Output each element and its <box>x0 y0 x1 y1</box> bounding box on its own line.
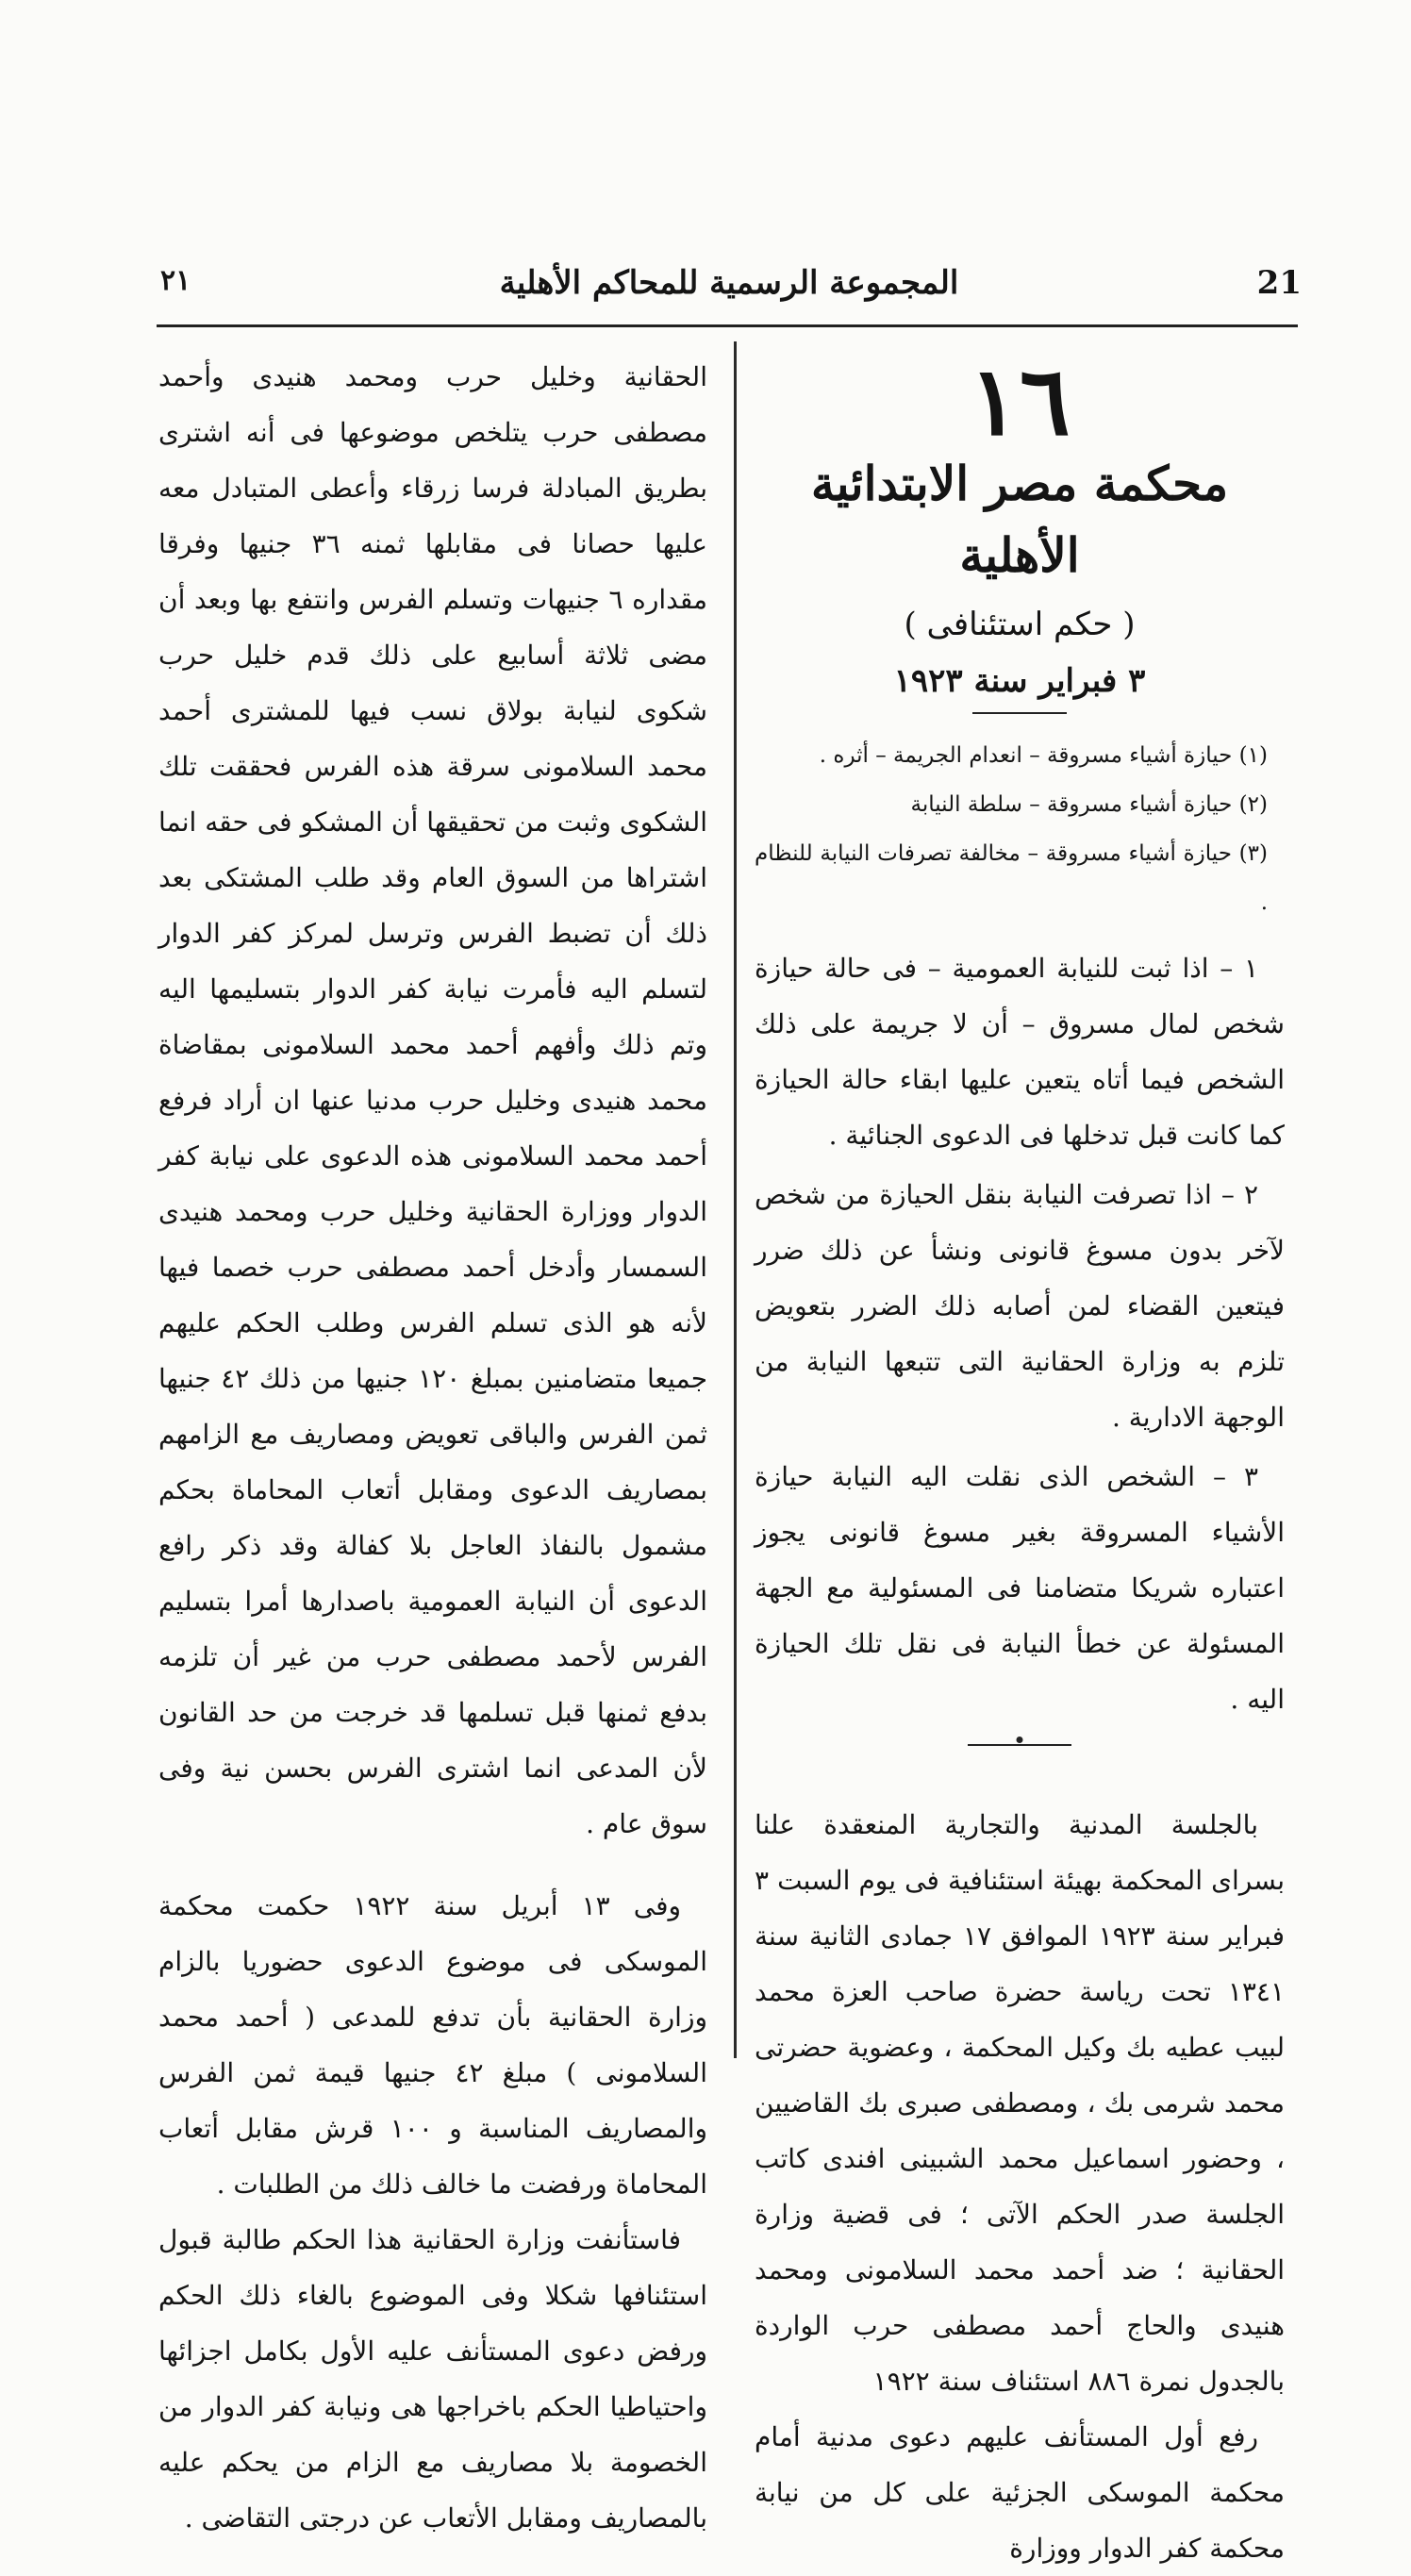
page-number-latin: 21 <box>1256 264 1302 302</box>
principle-2: ٢ – اذا تصرفت النيابة بنقل الحيازة من شخص لآخر بدون مسوغ قانونى ونشأ عن ذلك ضرر فيتعين القضاء لمن أصابه ذلك الضرر بتعويض تلزم به وزارة الحقانية التى تتبعها النيابة من الوجهة الادارية . <box>755 1179 1285 1433</box>
page-header <box>157 264 1302 313</box>
judgment-type: ( حكم استئنافى ) <box>904 606 1136 643</box>
opening-paragraph: رفع أول المستأنف عليهم دعوى مدنية أمام محكمة الموسكى الجزئية على كل من نيابة محكمة كفر الدوار ووزارة <box>755 2421 1285 2564</box>
running-title: المجموعة الرسمية للمحاكم الأهلية <box>499 264 959 302</box>
column-divider <box>734 341 737 2058</box>
summary-item: (٢) حيازة أشياء مسروقة – سلطة النيابة <box>910 792 1268 817</box>
left-column <box>158 349 707 2546</box>
summary-list <box>755 731 1285 927</box>
judgment-date: ٣ فبراير سنة ١٩٢٣ <box>893 662 1146 700</box>
principle-3: ٣ – الشخص الذى نقلت اليه النيابة حيازة الأشياء المسروقة بغير مسوغ قانونى يجوز اعتباره شريكا متضامنا فى المسئولية مع الجهة المسئولة عن خطأ النيابة فى نقل تلك الحيازة اليه . <box>755 1461 1285 1715</box>
summary-item: (٣) حيازة أشياء مسروقة – مخالفة تصرفات النيابة للنظام . <box>755 841 1268 915</box>
first-instance-paragraph: وفى ١٣ أبريل سنة ١٩٢٢ حكمت محكمة الموسكى فى موضوع الدعوى حضوريا بالزام وزارة الحقانية بأن تدفع للمدعى ( أحمد محمد السلامونى ) مبلغ ٤٢ جنيها قيمة ثمن الفرس والمصاريف المناسبة و ١٠٠ قرش مقابل أتعاب المحاماة ورفضت ما خالف ذلك من الطلبات . <box>158 1890 707 2200</box>
right-column <box>755 344 1285 2576</box>
section-separator <box>755 1731 1285 1759</box>
appeal-paragraph: فاستأنفت وزارة الحقانية هذا الحكم طالبة قبول استئنافها شكلا وفى الموضوع بالغاء ذلك الحكم ورفض دعوى المستأنف عليه الأول بكامل اجزائها واحتياطيا الحكم باخراجها هى ونيابة كفر الدوار من الخصومة بلا مصاريف مع الزام من يحكم عليه بالمصاريف ومقابل الأتعاب عن درجتى التقاضى . <box>158 2224 707 2534</box>
principle-1: ١ – اذا ثبت للنيابة العمومية – فى حالة حيازة شخص لمال مسروق – أن لا جريمة على ذلك الشخص فيما أتاه يتعين عليها ابقاء حالة الحيازة كما كانت قبل تدخلها فى الدعوى الجنائية . <box>755 953 1285 1151</box>
summary-item: (١) حيازة أشياء مسروقة – انعدام الجريمة – أثره . <box>819 743 1268 768</box>
case-number: ١٦ <box>969 345 1071 457</box>
title-rule <box>972 712 1067 714</box>
page-number-arabic: ٢١ <box>160 264 191 297</box>
court-name: محكمة مصر الابتدائية الأهلية <box>810 456 1229 583</box>
header-rule <box>157 324 1298 327</box>
facts-paragraph: الحقانية وخليل حرب ومحمد هنيدى وأحمد مصطفى حرب يتلخص موضوعها فى أنه اشترى بطريق المبادلة فرسا زرقاء وأعطى المتبادل معه عليها حصانا فى مقابلها ثمنه ٣٦ جنيها وفرقا مقداره ٦ جنيهات وتسلم الفرس وانتفع بها وبعد أن مضى ثلاثة أسابيع على ذلك قدم خليل حرب شكوى لنيابة بولاق نسب فيها للمشترى أحمد محمد السلامونى سرقة هذه الفرس فحققت تلك الشكوى وثبت من تحقيقها أن المشكو فى حقه انما اشتراها من السوق العام وقد طلب المشتكى بعد ذلك أن تضبط الفرس وترسل لمركز كفر الدوار لتسلم اليه فأمرت نيابة كفر الدوار بتسليمها اليه وتم ذلك وأفهم أحمد محمد السلامونى بمقاضاة محمد هنيدى وخليل حرب مدنيا عنها ان أراد فرفع أحمد محمد السلامونى هذه الدعوى على نيابة كفر الدوار ووزارة الحقانية وخليل حرب ومحمد هنيدى السمسار وأدخل أحمد مصطفى حرب خصما فيها لأنه هو الذى تسلم الفرس وطلب الحكم عليهم جميعا متضامنين بمبلغ ١٢٠ جنيها من ذلك ٤٢ جنيها ثمن الفرس والباقى تعويض ومصاريف مع الزامهم بمصاريف الدعوى ومقابل أتعاب المحاماة بحكم مشمول بالنفاذ العاجل بلا كفالة وقد ذكر رافع الدعوى أن النيابة العمومية باصدارها أمرا بتسليم الفرس لأحمد مصطفى حرب من غير أن تلزمه بدفع ثمنها قبل تسلمها قد خرجت من حد القانون لأن المدعى انما اشترى الفرس بحسن نية وفى سوق عام . <box>158 361 708 1839</box>
session-paragraph: بالجلسة المدنية والتجارية المنعقدة علنا بسراى المحكمة بهيئة استئنافية فى يوم السبت ٣ فبراير سنة ١٩٢٣ الموافق ١٧ جمادى الثانية سنة ١٣٤١ تحت رياسة حضرة صاحب العزة محمد لبيب عطيه بك وكيل المحكمة ، وعضوية حضرتى محمد شرمى بك ، ومصطفى صبرى بك القاضيين ، وحضور اسماعيل محمد الشبينى افندى كاتب الجلسة صدر الحكم الآتى ؛ فى قضية وزارة الحقانية ؛ ضد أحمد محمد السلامونى ومحمد هنيدى والحاج أحمد مصطفى حرب الواردة بالجدول نمرة ٨٨٦ استئناف سنة ١٩٢٢ <box>755 1809 1285 2397</box>
